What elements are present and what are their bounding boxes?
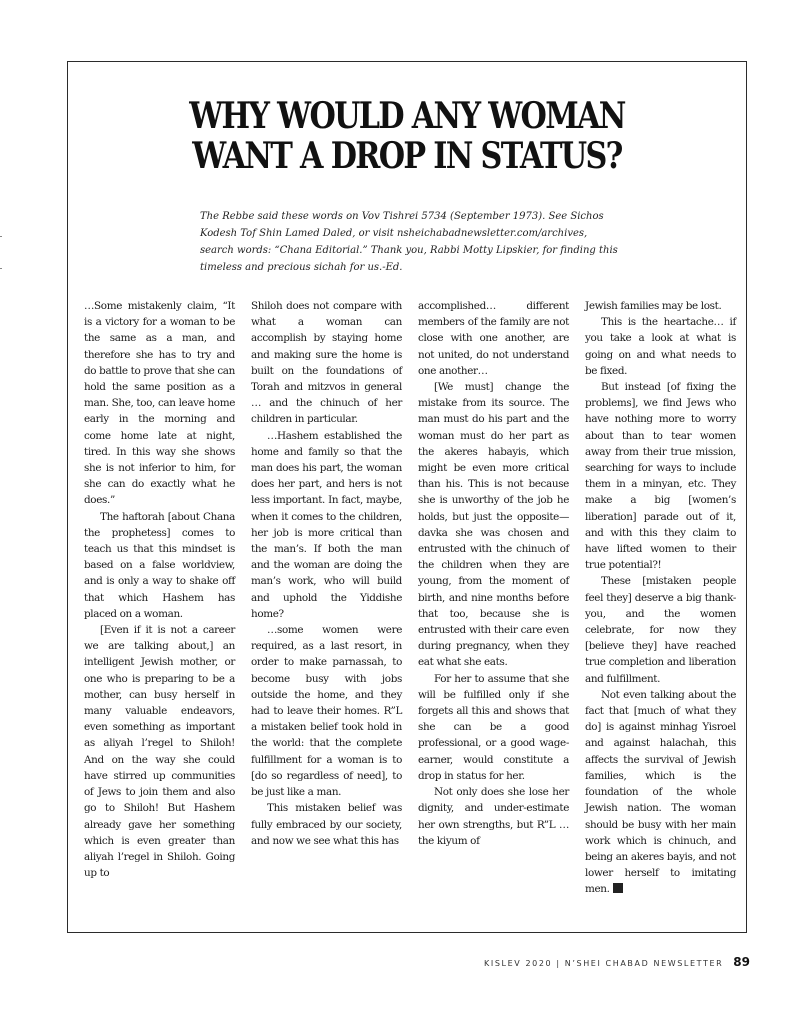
edge-crop-mark: [0, 268, 2, 269]
paragraph: This is the heartache… if you take a look at what is going on and what needs to be fixed.: [585, 316, 736, 377]
paragraph: …some women were required, as a last resort, in order to make parnassah, to become busy with jobs outside the home, and they had to leave their homes. R”L a mistaken belief took hold in the world: that the complete fulfillment for a woman is to [do so regardless of need], to be just like a man.: [251, 624, 402, 799]
paragraph: These [mistaken people feel they] deserve a big thank-you, and the women celebrate, for now they [believe they] have reached true completion and liberation and fulfillment.: [585, 575, 736, 685]
paragraph: [Even if it is not a career we are talking about,] an intelligent Jewish mother, or one who is preparing to be a mother, can busy herself in many valuable endeavors, even something as important as aliyah l’regel to Shiloh! And on the way she could have stirred up communities of Jews to join them and also go to Shiloh! But Hashem already gave her something which is even greater than aliyah l’regel in Shiloh. Going up to: [84, 624, 235, 880]
paragraph: This mistaken belief was fully embraced by our society, and now we see what this has: [251, 802, 402, 847]
paragraph: Shiloh does not compare with what a woman can accomplish by staying home and making sure the home is built on the foundations of Torah and mitzvos in general … and the chinuch of her children in particular.: [251, 300, 402, 426]
body-column-2: [251, 298, 402, 898]
article-title: [122, 96, 692, 176]
body-column-1: [84, 298, 235, 898]
article-body: [84, 298, 736, 898]
paragraph: [We must] change the mistake from its source. The man must do his part and the woman must do her part as the akeres habayis, which might be even more critical than his. This is not because she is unworthy of the job he holds, but just the opposite—davka she was chosen and entrusted with the chinuch of the children when they are young, from the moment of birth, and nine months before that too, because she is entrusted with their care even during pregnancy, when they eat what she eats.: [418, 381, 569, 669]
issue-label: KISLEV 2020 | N’SHEI CHABAD NEWSLETTER: [484, 959, 724, 968]
page-number: 89: [733, 955, 750, 969]
edge-crop-mark: [0, 236, 2, 237]
editor-intro: The Rebbe said these words on Vov Tishrei 5734 (September 1973). See Sichos Kodesh Tof Shin Lamed Daled, or visit nsheichabadnewsletter.com/archives, search words: “Chana Editorial.” Thank you, Rabbi Motty Lipskier, for finding this timeless and precious sichah for us.-Ed.: [200, 211, 618, 273]
paragraph: But instead [of fixing the problems], we find Jews who have nothing more to worry about than to tear women away from their true mission, searching for ways to include them in a minyan, etc. They make a big [women’s liberation] parade out of it, and with this they claim to have lifted women to their true potential?!: [585, 381, 736, 572]
article-title-line-1: WHY WOULD ANY WOMAN: [189, 95, 625, 137]
body-column-3: [418, 298, 569, 898]
paragraph: Jewish families may be lost.: [585, 300, 722, 312]
paragraph: …Hashem established the home and family so that the man does his part, the woman does her part, and hers is not less important. In fact, maybe, when it comes to the children, her job is more critical than the man’s. If both the man and the woman are doing the man’s work, who will build and uphold the Yiddishe home?: [251, 429, 402, 620]
paragraph-text: Not even talking about the fact that [much of what they do] is against minhag Yisroel and against halachah, this affects the survival of Jewish families, which is the foundation of the whole Jewish nation. The woman should be busy with her main work which is chinuch, and being an akeres bayis, and not lower herself to imitating men.: [585, 688, 736, 896]
article-title-line-2: WANT A DROP IN STATUS?: [192, 135, 622, 177]
article-frame: [67, 61, 747, 933]
paragraph: [585, 687, 736, 898]
paragraph: Not only does she lose her dignity, and under-estimate her own strengths, but R”L … the kiyum of: [418, 786, 569, 847]
paragraph: …Some mistakenly claim, “It is a victory for a woman to be the same as a man, and therefore she has to try and do battle to prove that she can hold the same position as a man. She, too, can leave home early in the morning and come home late at night, tired. In this way she shows she is not inferior to him, for she can do exactly what he does.”: [84, 300, 236, 507]
page-footer: [484, 955, 750, 969]
end-of-article-icon: [613, 883, 623, 893]
body-column-4: [585, 298, 736, 898]
paragraph: For her to assume that she will be fulfilled only if she forgets all this and shows that she can be a good professional, or a good wage-earner, would constitute a drop in status for her.: [418, 672, 569, 782]
paragraph: accomplished… different members of the family are not close with one another, are not united, do not understand one another…: [418, 300, 569, 377]
paragraph: The haftorah [about Chana the prophetess] comes to teach us that this mindset is based on a false worldview, and is only a way to shake off that which Hashem has placed on a woman.: [84, 510, 235, 620]
